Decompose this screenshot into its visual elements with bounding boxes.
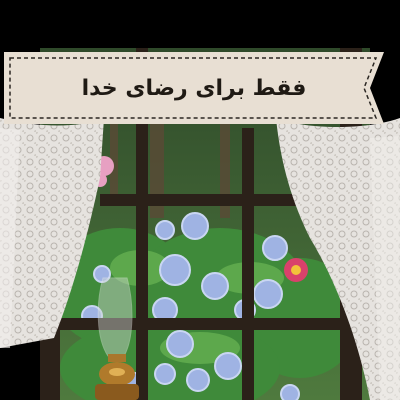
top-black-band <box>0 0 400 48</box>
banner-quote-text: فقط برای رضای خدا <box>81 75 307 101</box>
quote-banner <box>4 52 384 124</box>
